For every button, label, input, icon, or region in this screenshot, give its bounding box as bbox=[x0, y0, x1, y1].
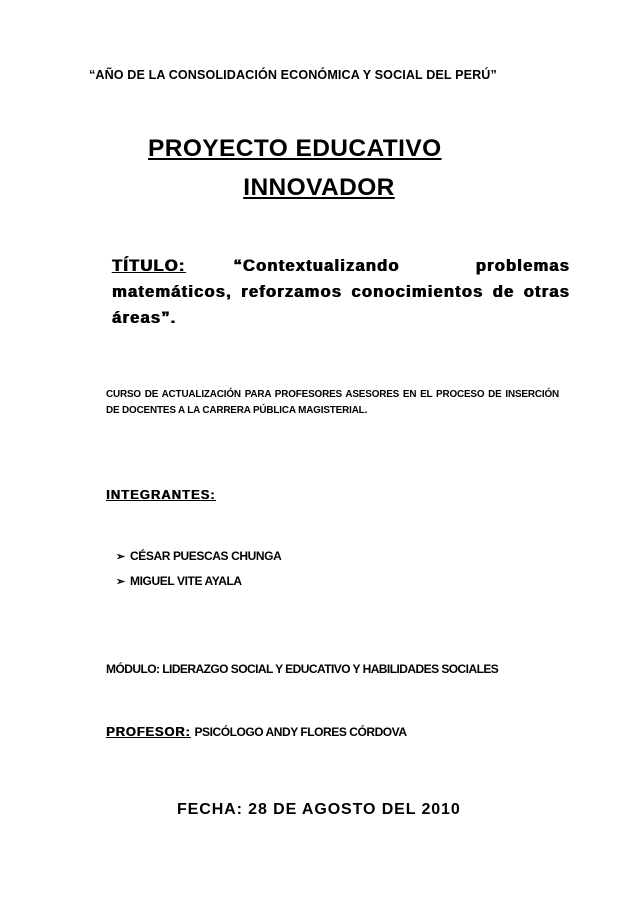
course-description: CURSO DE ACTUALIZACIÓN PARA PROFESORES ASESORES EN EL PROCESO DE INSERCIÓN DE DOCENTES A LA CARRERA PÚBLICA MAGISTERIAL. bbox=[106, 389, 559, 416]
title-label: TÍTULO: bbox=[112, 257, 186, 275]
teacher-line bbox=[106, 724, 407, 739]
title-text: “Contextualizando problemas matemáticos, reforzamos conocimientos de otras áreas”. bbox=[112, 257, 570, 327]
module-line: MÓDULO: LIDERAZGO SOCIAL Y EDUCATIVO Y HABILIDADES SOCIALES bbox=[106, 662, 499, 676]
teacher-name: PSICÓLOGO ANDY FLORES CÓRDOVA bbox=[194, 725, 407, 739]
title-block bbox=[112, 253, 570, 331]
teacher-label: PROFESOR: bbox=[106, 724, 191, 739]
year-motto: “AÑO DE LA CONSOLIDACIÓN ECONÓMICA Y SOCIAL DEL PERÚ” bbox=[89, 68, 497, 82]
date-line: FECHA: 28 DE AGOSTO DEL 2010 bbox=[177, 801, 461, 818]
member-item bbox=[116, 574, 242, 588]
member-item bbox=[116, 549, 281, 563]
member-name: CÉSAR PUESCAS CHUNGA bbox=[130, 549, 282, 563]
arrow-bullet-icon: ➢ bbox=[116, 576, 125, 588]
members-label: INTEGRANTES: bbox=[106, 487, 216, 502]
project-title-line2: INNOVADOR bbox=[243, 174, 395, 201]
arrow-bullet-icon: ➢ bbox=[116, 551, 125, 563]
project-title-line1: PROYECTO EDUCATIVO bbox=[148, 135, 442, 162]
member-name: MIGUEL VITE AYALA bbox=[130, 574, 242, 588]
